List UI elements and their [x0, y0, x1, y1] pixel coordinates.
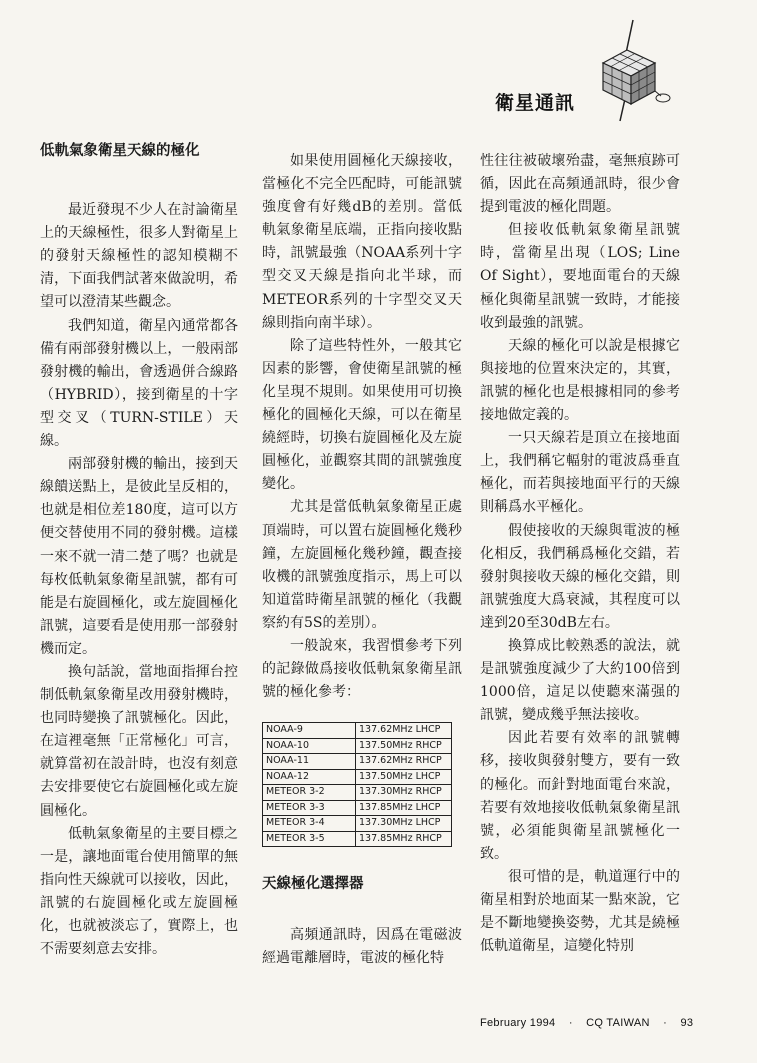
article-title: 低軌氣象衛星天線的極化 [40, 143, 200, 159]
page-header [480, 18, 740, 128]
frequency-table [262, 722, 452, 847]
frequency-cell: 137.30MHz RHCP [356, 785, 452, 801]
table-row [263, 831, 452, 847]
frequency-cell: 137.50MHz LHCP [356, 769, 452, 785]
footer-separator: · [568, 1017, 573, 1029]
section-subtitle: 天線極化選擇器 [262, 876, 364, 893]
paragraph: 兩部發射機的輸出，接到天線饋送點上，是彼此呈反相的，也就是相位差180度，這可以方便交替使用不同的發射機。這樣一來不就一清二楚了嗎？也就是每枚低軌氣象衛星訊號，都有可能是右旋圓極化，或左旋圓極化訊號，這要看是使用那一部發射機而定。 [40, 456, 238, 657]
article-column-2 [262, 150, 462, 971]
paragraph: 假使接收的天線與電波的極化相反，我們稱爲極化交錯，若發射與接收天線的極化交錯，則訊號強度大爲衰減，其程度可以達到20至30dB左右。 [480, 522, 680, 631]
frequency-cell: 137.62MHz RHCP [356, 754, 452, 770]
paragraph: 最近發現不少人在討論衛星上的天線極性，很多人對衛星上的發射天線極性的認知模糊不清，下面我們試著來做說明，希望可以澄清某些觀念。 [40, 202, 238, 311]
article-column-3 [480, 150, 680, 958]
paragraph: 性往往被破壞殆盡，毫無痕跡可循，因此在高頻通訊時，很少會提到電波的極化問題。 [480, 153, 680, 216]
frequency-cell: 137.30MHz LHCP [356, 816, 452, 832]
satellite-name-cell: NOAA-10 [263, 738, 356, 754]
paragraph: 一只天線若是頂立在接地面上，我們稱它輻射的電波爲垂直極化，而若與接地面平行的天線則稱爲水平極化。 [480, 430, 680, 516]
table-row [263, 800, 452, 816]
paragraph: 換算成比較熟悉的說法，就是訊號強度減少了大約100倍到1000倍，這足以使聽來滿强的訊號，變成幾乎無法接收。 [480, 637, 680, 724]
satellite-name-cell: METEOR 3-4 [263, 816, 356, 832]
paragraph: 一般說來，我習慣參考下列的記錄做爲接收低軌氣象衛星訊號的極化參考： [262, 637, 462, 701]
paragraph: 很可惜的是，軌道運行中的衛星相對於地面某一點來說，它是不斷地變換姿勢，尤其是繞極低軌道衛星，這變化特別 [480, 868, 680, 955]
footer-separator: · [663, 1017, 668, 1029]
paragraph: 除了這些特性外，一般其它因素的影響，會使衛星訊號的極化呈現不規則。如果使用可切換極化的圓極化天線，可以在衛星繞經時，切換右旋圓極化及左旋圓極化，並觀察其間的訊號強度變化。 [262, 337, 462, 493]
paragraph: 高頻通訊時，因爲在電磁波經過電離層時，電波的極化特 [262, 927, 462, 967]
table-row [263, 785, 452, 801]
section-header-title: 衛星通訊 [495, 92, 576, 114]
footer-page-number: 93 [680, 1017, 694, 1029]
table-row [263, 754, 452, 770]
footer-magazine: CQ TAIWAN [586, 1017, 650, 1029]
frequency-cell: 137.50MHz RHCP [356, 738, 452, 754]
paragraph: 尤其是當低軌氣象衛星正處頂端時，可以置右旋圓極化幾秒鐘，左旋圓極化幾秒鐘，觀查接收機的訊號強度指示，馬上可以知道當時衛星訊號的極化（我觀察約有5S的差別）。 [262, 499, 462, 631]
paragraph: 因此若要有效率的訊號轉移，接收與發射雙方，要有一致的極化。而針對地面電台來說，若要有效地接收低軌氣象衛星訊號，必須能與衛星訊號極化一致。 [480, 730, 680, 862]
table-row [263, 738, 452, 754]
page-footer [480, 1017, 703, 1029]
paragraph: 如果使用圓極化天線接收，當極化不完全匹配時，可能訊號強度會有好幾dB的差別。當低軌氣象衛星底端，正指向接收點時，訊號最強（NOAA系列十字型交叉天線是指向北半球，而METEOR系列的十字型交叉天線則指向南半球）。 [262, 153, 462, 331]
satellite-name-cell: METEOR 3-3 [263, 800, 356, 816]
frequency-cell: 137.62MHz LHCP [356, 723, 452, 739]
paragraph: 換句話說，當地面指揮台控制低軌氣象衛星改用發射機時，也同時變換了訊號極化。因此，在這裡毫無「正常極化」可言，就算當初在設計時，也沒有刻意去安排要使它右旋圓極化或左旋圓極化。 [40, 663, 238, 819]
satellite-icon [575, 18, 685, 123]
article-column-1 [40, 140, 238, 961]
table-row [263, 723, 452, 739]
frequency-cell: 137.85MHz RHCP [356, 831, 452, 847]
paragraph: 我們知道，衛星內通常都各備有兩部發射機以上，一般兩部發射機的輸出，會透過併合線路（HYBRID），接到衛星的十字型交叉（TURN-STILE）天線。 [40, 317, 238, 450]
satellite-name-cell: METEOR 3-5 [263, 831, 356, 847]
frequency-cell: 137.85MHz LHCP [356, 800, 452, 816]
paragraph: 但接收低軌氣象衛星訊號時，當衛星出現（LOS; Line Of Sight），要地面電台的天線極化與衛星訊號一致時，才能接收到最強的訊號。 [480, 222, 680, 331]
satellite-name-cell: METEOR 3-2 [263, 785, 356, 801]
satellite-name-cell: NOAA-11 [263, 754, 356, 770]
satellite-name-cell: NOAA-12 [263, 769, 356, 785]
paragraph: 天線的極化可以說是根據它與接地的位置來決定的，其實，訊號的極化也是根據相同的參考接地做定義的。 [480, 337, 680, 424]
footer-date: February 1994 [480, 1017, 556, 1029]
table-row [263, 769, 452, 785]
satellite-name-cell: NOAA-9 [263, 723, 356, 739]
paragraph: 低軌氣象衛星的主要目標之一是，讓地面電台使用簡單的無指向性天線就可以接收，因此，訊號的右旋圓極化或左旋圓極化，也就被淡忘了，實際上，也不需要刻意去安排。 [40, 825, 238, 958]
table-row [263, 816, 452, 832]
